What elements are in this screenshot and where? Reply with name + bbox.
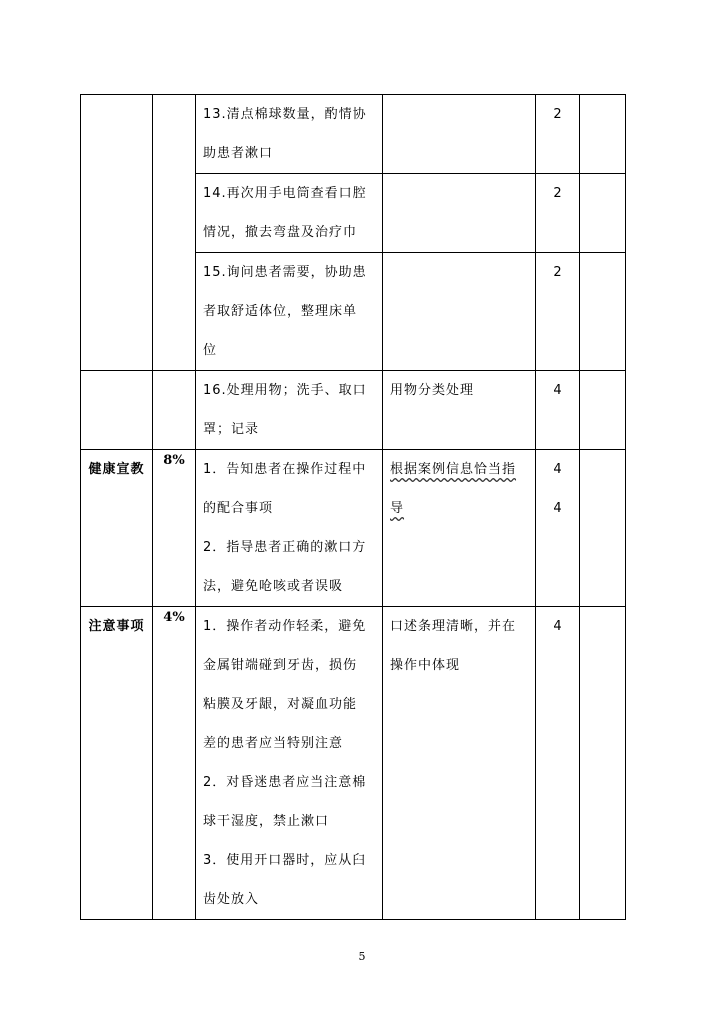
step-cell: [196, 95, 383, 174]
score-cell: [536, 174, 580, 253]
page-number: 5: [358, 950, 366, 963]
step-line: 粘膜及牙龈，对凝血功能: [203, 697, 358, 712]
category-cell: [81, 450, 153, 607]
step-cell: [196, 450, 383, 607]
step-line: 法，避免呛咳或者误吸: [203, 579, 344, 594]
step-line: 金属钳端碰到牙齿，损伤: [203, 658, 358, 673]
step-line: 助患者漱口: [203, 146, 274, 161]
table-row-precautions: [81, 607, 626, 920]
requirement-line: 用物分类处理: [390, 383, 475, 398]
requirement-cell: [383, 450, 536, 607]
score-value: 4: [553, 383, 562, 398]
requirement-line: 口述条理清晰，并在: [390, 619, 517, 634]
score-cell: [536, 95, 580, 174]
deduction-cell: [580, 607, 626, 920]
requirement-line: 导: [390, 501, 405, 516]
percent-cell: [153, 371, 196, 450]
category-cell: [81, 371, 153, 450]
deduction-cell: [580, 371, 626, 450]
step-line: 1．告知患者在操作过程中: [203, 462, 367, 477]
score-value: 4: [553, 462, 562, 477]
step-cell: [196, 174, 383, 253]
category-cell: [81, 607, 153, 920]
deduction-cell: [580, 95, 626, 174]
score-cell: [536, 253, 580, 371]
requirement-cell: [383, 607, 536, 920]
step-line: 2．对昏迷患者应当注意棉: [203, 775, 367, 790]
requirement-line: 操作中体现: [390, 658, 461, 673]
step-line: 位: [203, 343, 218, 358]
step-line: 16.处理用物；洗手、取口: [203, 383, 367, 398]
percent-cell: [153, 607, 196, 920]
step-cell: [196, 253, 383, 371]
table-row: [81, 95, 626, 174]
requirement-line: 根据案例信息恰当指: [390, 462, 517, 477]
category-label: 注意事项: [88, 619, 145, 634]
step-line: 罩；记录: [203, 422, 260, 437]
requirement-cell: [383, 174, 536, 253]
procedure-table: [80, 94, 626, 920]
category-cell: [81, 95, 153, 371]
step-line: 情况，撤去弯盘及治疗巾: [203, 225, 358, 240]
score-cell: [536, 607, 580, 920]
score-value: 2: [553, 265, 562, 280]
step-cell: [196, 371, 383, 450]
requirement-cell: [383, 371, 536, 450]
deduction-cell: [580, 253, 626, 371]
table-row: [81, 371, 626, 450]
step-line: 3．使用开口器时，应从臼: [203, 853, 367, 868]
requirement-cell: [383, 95, 536, 174]
step-cell: [196, 607, 383, 920]
score-value: 4: [553, 501, 562, 516]
score-value: 4: [553, 619, 562, 634]
percent-value: 8%: [163, 453, 185, 468]
step-line: 者取舒适体位，整理床单: [203, 304, 358, 319]
percent-value: 4%: [163, 610, 185, 625]
score-cell: [536, 450, 580, 607]
table-row-health-education: [81, 450, 626, 607]
percent-cell: [153, 450, 196, 607]
percent-cell: [153, 95, 196, 371]
step-line: 13.清点棉球数量，酌情协: [203, 107, 367, 122]
requirement-cell: [383, 253, 536, 371]
step-line: 14.再次用手电筒查看口腔: [203, 186, 367, 201]
step-line: 15.询问患者需要，协助患: [203, 265, 367, 280]
category-label: 健康宣教: [88, 462, 145, 477]
step-line: 的配合事项: [203, 501, 274, 516]
step-line: 球干湿度，禁止漱口: [203, 814, 330, 829]
step-line: 2．指导患者正确的漱口方: [203, 540, 367, 555]
step-line: 差的患者应当特别注意: [203, 736, 344, 751]
step-line: 1．操作者动作轻柔，避免: [203, 619, 367, 634]
score-value: 2: [553, 107, 562, 122]
step-line: 齿处放入: [203, 892, 260, 907]
score-value: 2: [553, 186, 562, 201]
deduction-cell: [580, 174, 626, 253]
deduction-cell: [580, 450, 626, 607]
score-cell: [536, 371, 580, 450]
